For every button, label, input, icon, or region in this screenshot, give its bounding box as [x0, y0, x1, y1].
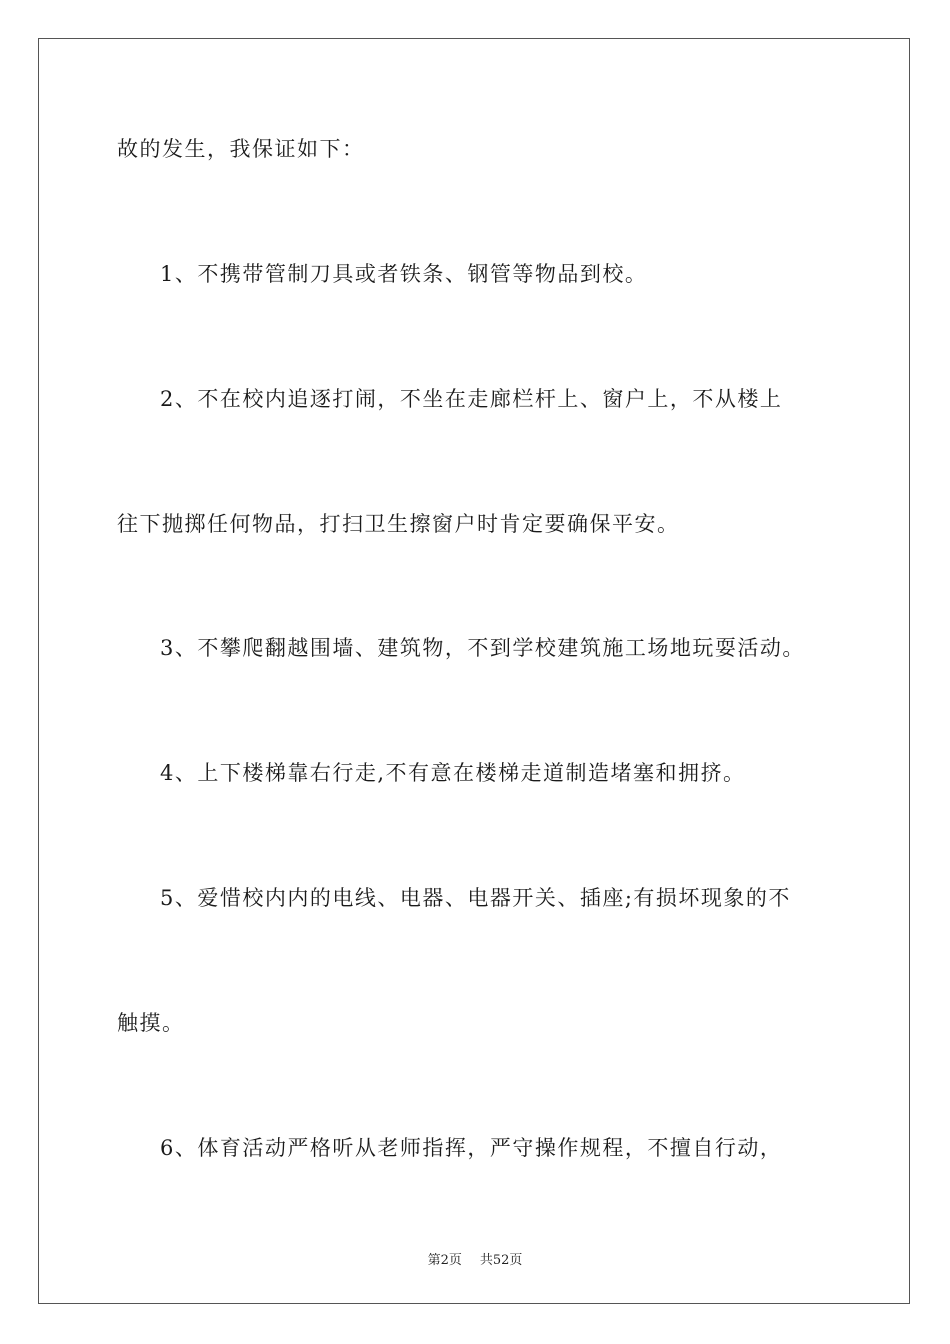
page-number: 第2页	[427, 1253, 462, 1268]
list-item-2-continuation: 往下抛掷任何物品，打扫卫生擦窗户时肯定要确保平安。	[117, 512, 680, 536]
list-item-2: 2、不在校内追逐打闹，不坐在走廊栏杆上、窗户上，不从楼上	[160, 387, 783, 411]
list-item-5-continuation: 触摸。	[117, 1011, 185, 1035]
list-item-5: 5、爱惜校内内的电线、电器、电器开关、插座;有损坏现象的不	[160, 886, 791, 910]
list-item-4: 4、上下楼梯靠右行走,不有意在楼梯走道制造堵塞和拥挤。	[160, 761, 746, 785]
list-item-6: 6、体育活动严格听从老师指挥，严守操作规程，不擅自行动，	[160, 1136, 783, 1160]
text-line-continuation: 故的发生，我保证如下：	[117, 137, 365, 161]
page-border	[38, 38, 910, 1304]
page-total: 共52页	[479, 1253, 523, 1268]
list-item-1: 1、不携带管制刀具或者铁条、钢管等物品到校。	[160, 262, 648, 286]
page-footer	[0, 1249, 950, 1268]
list-item-3: 3、不攀爬翻越围墙、建筑物，不到学校建筑施工场地玩耍活动。	[160, 636, 805, 660]
